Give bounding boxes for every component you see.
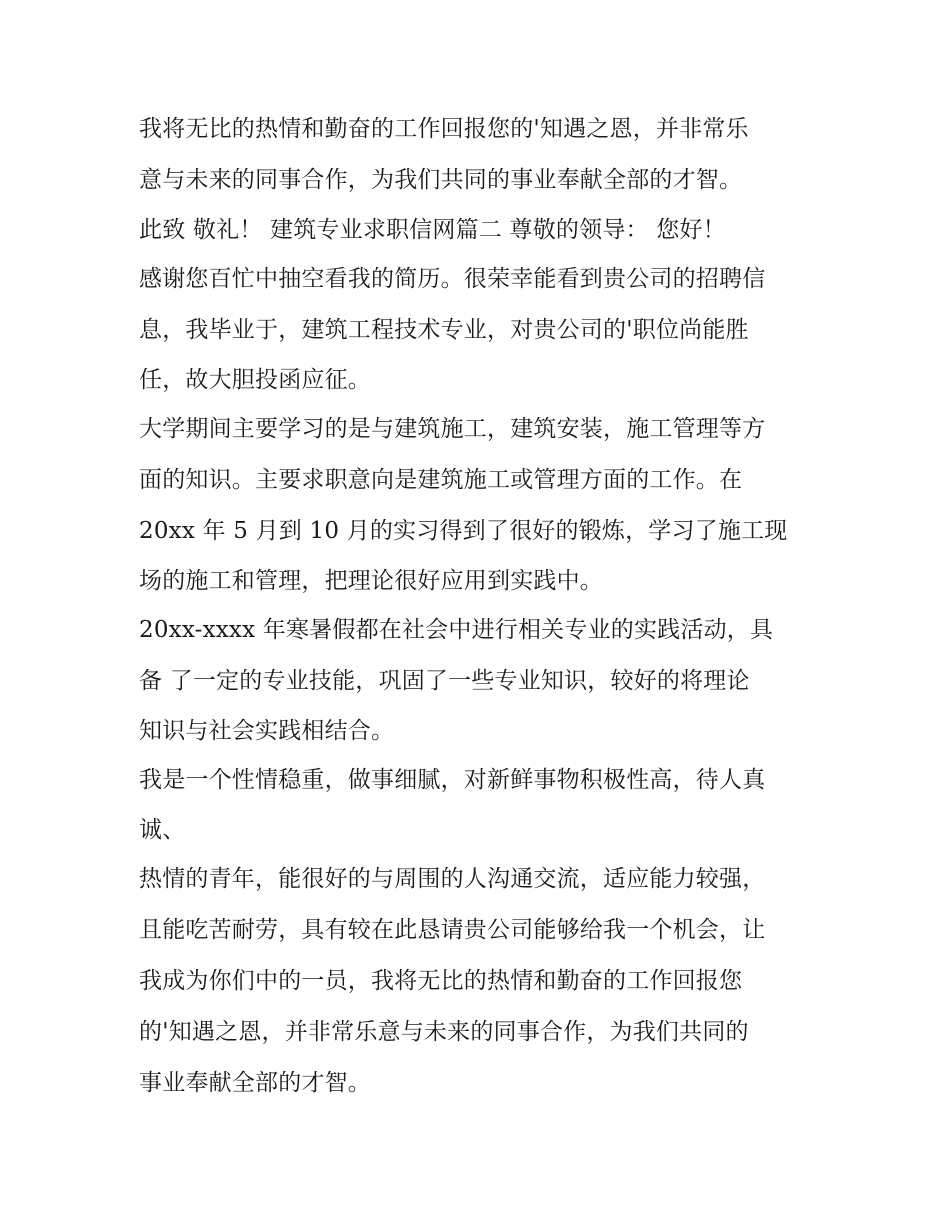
text-line: 我是一个性情稳重，做事细腻，对新鲜事物积极性高，待人真 bbox=[139, 767, 766, 793]
text-line: 备 了一定的专业技能，巩固了一些专业知识，较好的将理论 bbox=[139, 668, 750, 694]
letter-body bbox=[139, 104, 819, 1109]
text-line: 息，我毕业于，建筑工程技术专业，对贵公司的'职位尚能胜 bbox=[139, 317, 749, 343]
text-line: 且能吃苦耐劳，具有较在此恳请贵公司能够给我一个机会，让 bbox=[139, 917, 766, 943]
text-line: 诚、 bbox=[139, 817, 186, 843]
text-line: 此致 敬礼！ 建筑专业求职信网篇二 尊敬的领导： 您好！ bbox=[139, 217, 726, 243]
text-line: 20xx-xxxx 年寒暑假都在社会中进行相关专业的实践活动，具 bbox=[139, 617, 774, 643]
text-line: 意与未来的同事合作，为我们共同的事业奉献全部的才智。 bbox=[139, 167, 743, 193]
text-line: 场的施工和管理，把理论很好应用到实践中。 bbox=[139, 568, 603, 594]
text-line: 任，故大胆投函应征。 bbox=[139, 367, 371, 393]
text-line: 我将无比的热情和勤奋的工作回报您的'知遇之恩，并非常乐 bbox=[139, 116, 749, 142]
text-line: 的'知遇之恩，并非常乐意与未来的同事合作，为我们共同的 bbox=[139, 1019, 749, 1045]
text-line: 感谢您百忙中抽空看我的简历。很荣幸能看到贵公司的招聘信 bbox=[139, 266, 766, 292]
text-line: 大学期间主要学习的是与建筑施工，建筑安装，施工管理等方 bbox=[139, 416, 766, 442]
text-line: 事业奉献全部的才智。 bbox=[139, 1070, 371, 1096]
text-line: 面的知识。主要求职意向是建筑施工或管理方面的工作。在 bbox=[139, 467, 743, 493]
text-line: 热情的青年，能很好的与周围的人沟通交流，适应能力较强， bbox=[139, 866, 766, 892]
text-line: 知识与社会实践相结合。 bbox=[139, 718, 395, 744]
text-line: 我成为你们中的一员，我将无比的热情和勤奋的工作回报您 bbox=[139, 968, 743, 994]
text-line: 20xx 年 5 月到 10 月的实习得到了很好的锻炼，学习了施工现 bbox=[139, 518, 788, 544]
